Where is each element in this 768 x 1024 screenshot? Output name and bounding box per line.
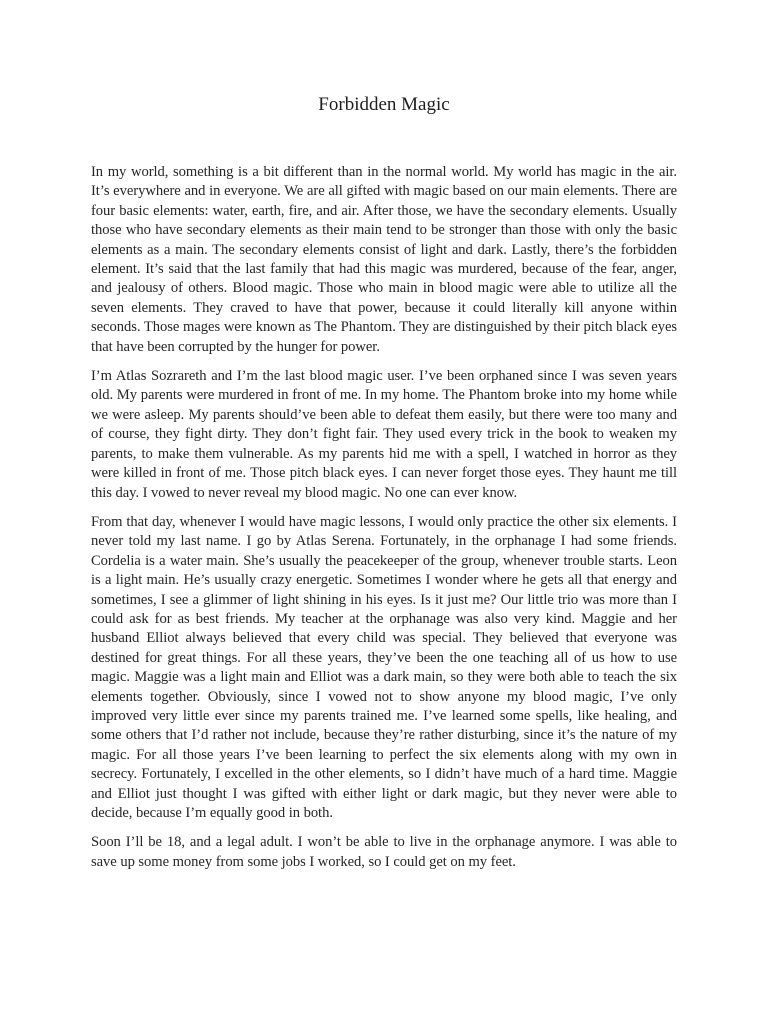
paragraph-3: From that day, whenever I would have magic lessons, I would only practice the other six elements. I never told my last name. I go by Atlas Serena. Fortunately, in the orphanage I had some friends. Cordelia is a water main. She’s usually the peacekeeper of the group, whenever trouble starts. Leon is a light main. He’s usually crazy energetic. Sometimes I wonder where he gets all that energy and sometimes, I see a glimmer of light shining in his eyes. Is it just me? Our little trio was more than I could ask for as best friends. My teacher at the orphanage was also very kind. Maggie and her husband Elliot always believed that every child was special. They believed that everyone was destined for great things. For all these years, they’ve been the one teaching all of us how to use magic. Maggie was a light main and Elliot was a dark main, so they were both able to teach the six elements together. Obviously, since I vowed not to show anyone my blood magic, I’ve only improved very little ever since my parents trained me. I’ve learned some spells, like healing, and some others that I’d rather not include, because they’re rather disturbing, since it’s the nature of my magic. For all those years I’ve been learning to perfect the six elements along with my own in secrecy. Fortunately, I excelled in the other elements, so I didn’t have much of a hard time. Maggie and Elliot just thought I was gifted with either light or dark magic, but they never were able to decide, because I’m equally good in both. (91, 513, 677, 821)
paragraph-4: Soon I’ll be 18, and a legal adult. I won’t be able to live in the orphanage anymore. I was able to save up some money from some jobs I worked, so I could get on my feet. (91, 834, 677, 870)
paragraph-1: In my world, something is a bit different than in the normal world. My world has magic in the air. It’s everywhere and in everyone. We are all gifted with magic based on our main elements. There are four basic elements: water, earth, fire, and air. After those, we have the secondary elements. Usually those who have secondary elements as their main tend to be stronger than those with only the basic elements as a main. The secondary elements consist of light and dark. Lastly, there’s the forbidden element. It’s said that the last family that had this magic was murdered, because of the fear, anger, and jealousy of others. Blood magic. Those who main in blood magic were able to utilize all the seven elements. They craved to have that power, because it could literally kill anyone within seconds. Those mages were known as The Phantom. They are distinguished by their pitch black eyes that have been corrupted by the hunger for power. (91, 164, 677, 355)
document-body (91, 163, 677, 882)
paragraph-2: I’m Atlas Sozrareth and I’m the last blood magic user. I’ve been orphaned since I was seven years old. My parents were murdered in front of me. In my home. The Phantom broke into my home while we were asleep. My parents should’ve been able to defeat them easily, but there were too many and of course, they fight dirty. They don’t fight fair. They used every trick in the book to weaken my parents, to make them vulnerable. As my parents hid me with a spell, I watched in horror as they were killed in front of me. Those pitch black eyes. I can never forget those eyes. They haunt me till this day. I vowed to never reveal my blood magic. No one can ever know. (91, 368, 677, 501)
document-title: Forbidden Magic (318, 94, 450, 115)
